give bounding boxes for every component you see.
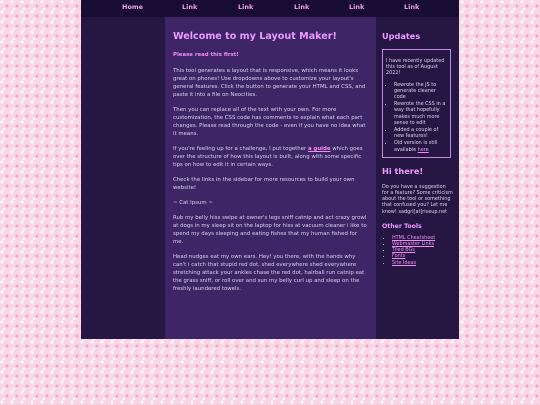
customization-paragraph: Then you can replace all of the text with your own. For more customization, the CSS code has comments to explain what each part changes. Please read through the code - even if you have no idea what it means. bbox=[173, 107, 366, 137]
hi-there-heading: Hi there! bbox=[382, 165, 424, 176]
tool-link-webmaster-links[interactable]: Webmaster Links bbox=[392, 241, 435, 248]
layout-container bbox=[81, 17, 459, 339]
tool-link-fonts[interactable]: Fonts bbox=[392, 253, 406, 260]
guide-link[interactable]: a guide bbox=[307, 146, 331, 152]
tool-link-site-ideas[interactable]: Site Ideas bbox=[392, 259, 417, 266]
tool-link-html-cheatsheet[interactable]: HTML Cheatsheet bbox=[392, 234, 436, 241]
updates-intro: I have recently updated this tool as of August 2022! bbox=[386, 58, 445, 77]
old-version-link[interactable]: here bbox=[417, 146, 429, 153]
nav-link-home[interactable]: Home bbox=[122, 3, 144, 11]
updates-box bbox=[382, 49, 451, 158]
nav-link-5[interactable]: Link bbox=[404, 3, 420, 11]
main-content bbox=[165, 17, 376, 339]
other-tools-list bbox=[382, 235, 454, 266]
cat-ipsum-paragraph-1: Rub my belly hiss swipe at owner's legs sniff catnip and act crazy growl at dogs in my sleep sit on the laptop for hiss at vacuum cleaner i like to spend my days sleeping and eating fishes that my human fished for me. bbox=[173, 215, 367, 245]
page-title: Welcome to my Layout Maker! bbox=[173, 31, 337, 42]
right-sidebar bbox=[376, 17, 459, 339]
updates-item: • Added a couple of new features! bbox=[394, 127, 447, 139]
nav-link-2[interactable]: Link bbox=[238, 3, 254, 11]
guide-text-after: which goes over the structure of how this layout is built, along with some specific tips on how to edit it in certain ways. bbox=[173, 146, 363, 168]
tool-link-tiled-bgs[interactable]: Tiled BGs bbox=[392, 247, 415, 254]
nav-link-1[interactable]: Link bbox=[182, 3, 198, 11]
updates-item: • Rewrote the JS to generate cleaner code bbox=[394, 82, 447, 101]
tool-item bbox=[392, 260, 454, 266]
updates-heading: Updates bbox=[382, 31, 421, 41]
guide-paragraph bbox=[173, 145, 368, 169]
resources-paragraph: Check the links in the sidebar for more resources to build your own website! bbox=[173, 177, 355, 191]
other-tools-heading: Other Tools bbox=[382, 222, 422, 230]
old-version-text: Old version is still available bbox=[394, 140, 438, 153]
updates-item: • Rewrote the CSS in a way that hopefully makes much more sense to edit bbox=[394, 101, 447, 126]
updates-list bbox=[386, 82, 447, 153]
cat-ipsum-heading: ~ Cat Ipsum ~ bbox=[173, 200, 213, 206]
nav-link-4[interactable]: Link bbox=[349, 3, 365, 11]
top-navigation bbox=[81, 0, 459, 17]
guide-text-before: If you're feeling up for a challenge, I put together bbox=[173, 146, 308, 152]
intro-paragraph: This tool generates a layout that is responsive, which means it looks great on phones! Use dropdowns above to customize your layout's general features. Click the button to generate your HTML and CSS, and paste it into a file on Neocities. bbox=[173, 68, 366, 98]
feedback-text: Do you have a suggestion for a feature? Some criticism about the tool or something that confused you? Let me know! sadgrl[at]riseup.net bbox=[382, 183, 453, 215]
read-first-heading: Please read this first! bbox=[173, 52, 239, 58]
left-sidebar bbox=[81, 17, 165, 339]
nav-link-3[interactable]: Link bbox=[294, 3, 310, 11]
cat-ipsum-paragraph-2: Head nudges eat my own ears. Hey! you there, with the hands why can't i catch that stupid red dot, shed everywhere shed everywhere stretching attack your ankles chase the red dot, hairball run catnip eat the grass sniff, or roll over and sun my belly curl up and sleep on the freshly laundered towels. bbox=[173, 254, 365, 292]
updates-item-old-version bbox=[394, 140, 447, 152]
